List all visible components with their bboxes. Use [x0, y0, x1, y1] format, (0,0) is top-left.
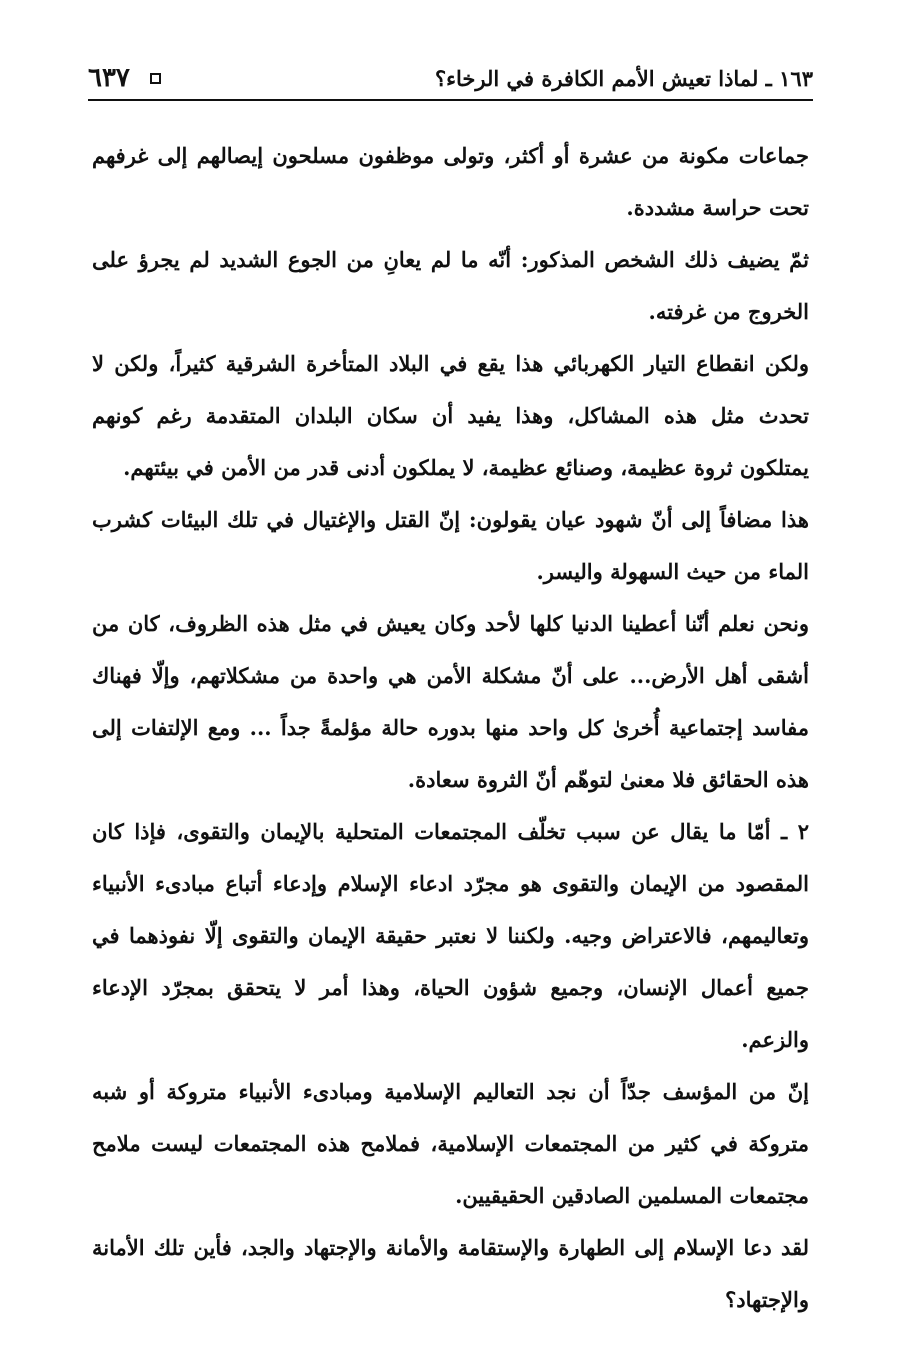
- paragraph: إنّ من المؤسف جدّاً أن نجد التعاليم الإسلامية ومبادىء الأنبياء متروكة أو شبه متروكة في كثير من المجتمعات الإسلامية، فملامح هذه المجتمعات ليست ملامح مجتمعات المسلمين الصادقين الحقيقيين.: [92, 1079, 809, 1208]
- page-number: ٦٣٧: [88, 63, 130, 93]
- paragraph: ٢ ـ أمّا ما يقال عن سبب تخلّف المجتمعات المتحلية بالإيمان والتقوى، فإذا كان المقصود من الإيمان والتقوى هو مجرّد ادعاء الإسلام وإدعاء أتباع مبادىء الأنبياء وتعاليمهم، فالاعتراض وجيه. ولكننا لا نعتبر حقيقة الإيمان والتقوى إلّا نفوذهما في جميع أعمال الإنسان، وجميع شؤون الحياة، وهذا أمر لا يتحقق بمجرّد الإدعاء والزعم.: [92, 819, 809, 1052]
- running-header: [88, 58, 813, 98]
- header-right-group: [88, 63, 161, 93]
- paragraph: هذا مضافاً إلى أنّ شهود عيان يقولون: إنّ القتل والإغتيال في تلك البيئات كشرب الماء من حيث السهولة واليسر.: [92, 507, 809, 584]
- paragraph: ونحن نعلم أنّنا أعطينا الدنيا كلها لأحد وكان يعيش في مثل هذه الظروف، كان من أشقى أهل الأرض... على أنّ مشكلة الأمن هي واحدة من مشكلاتهم، وإلّا فهناك مفاسد إجتماعية أُخرىٰ كل واحد منها بدوره حالة مؤلمةً جداً ... ومع الإلتفات إلى هذه الحقائق فلا معنىٰ لتوهّم أنّ الثروة سعادة.: [92, 611, 809, 792]
- paragraph: ولكن انقطاع التيار الكهربائي هذا يقع في البلاد المتأخرة الشرقية كثيراً، ولكن لا تحدث مثل هذه المشاكل، وهذا يفيد أن سكان البلدان المتقدمة رغم كونهم يمتلكون ثروة عظيمة، وصنائع عظيمة، لا يملكون أدنى قدر من الأمن في بيئتهم.: [92, 351, 809, 480]
- paragraph: لقد دعا الإسلام إلى الطهارة والإستقامة والأمانة والإجتهاد والجد، فأين تلك الأمانة والإجتهاد؟: [92, 1235, 809, 1312]
- header-divider: [88, 99, 813, 101]
- paragraph: ثمّ يضيف ذلك الشخص المذكور: أنّه ما لم يعانِ من الجوع الشديد لم يجرؤ على الخروج من غرفته.: [92, 247, 809, 324]
- square-ornament-icon: [150, 73, 161, 84]
- paragraph: جماعات مكونة من عشرة أو أكثر، وتولى موظفون مسلحون إيصالهم إلى غرفهم تحت حراسة مشددة.: [92, 143, 809, 220]
- chapter-title: ١٦٣ ـ لماذا تعيش الأمم الكافرة في الرخاء؟: [434, 65, 813, 91]
- body-text: [92, 130, 809, 1326]
